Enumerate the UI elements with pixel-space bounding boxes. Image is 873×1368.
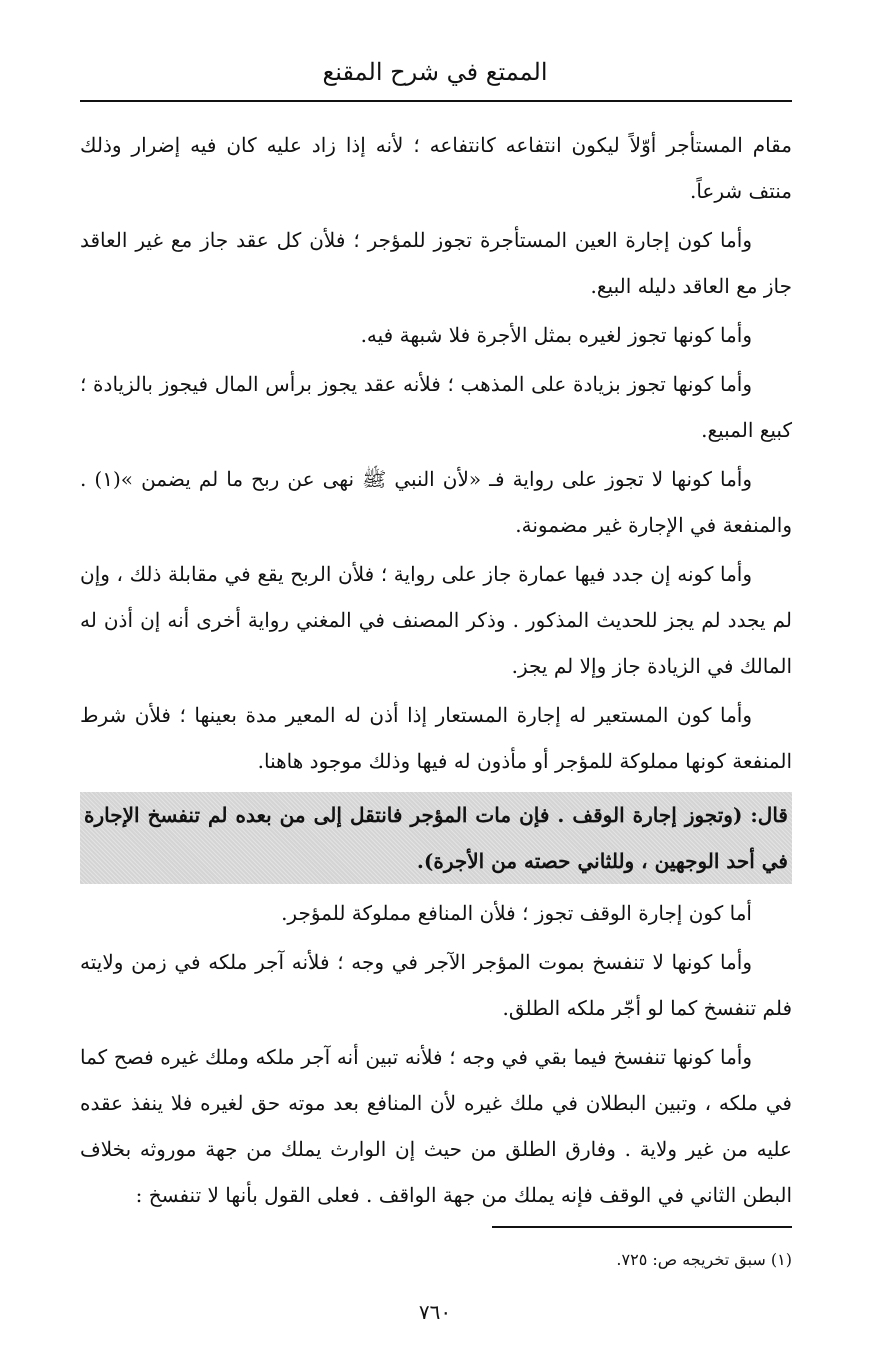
footnote: (١) سبق تخريجه ص: ٧٢٥. (616, 1250, 792, 1269)
page-number: ٧٦٠ (418, 1300, 452, 1324)
paragraph: وأما كونها تنفسخ فيما بقي في وجه ؛ فلأنه تبين أنه آجر ملكه وملك غيره فصح كما في ملكه ، وتبين البطلان في ملك غيره لأن المنافع بعد موته حق لغيره فلا ينفذ عقده عليه من غير ولاية . وفارق الطلق من حيث إن الوارث يملك من جهة موروثه بخلاف البطن الثاني في الوقف فإنه يملك من جهة الواقف . فعلى القول بأنها لا تنفسخ : (80, 1045, 792, 1207)
paragraph: وأما كون المستعير له إجارة المستعار إذا أذن له المعير مدة بعينها ؛ فلأن شرط المنفعة كونها مملوكة للمؤجر أو مأذون له فيها وذلك موجود هاهنا. (80, 703, 792, 773)
paragraph: وأما كونها تجوز بزيادة على المذهب ؛ فلأنه عقد يجوز برأس المال فيجوز بالزيادة ؛ كبيع المبيع. (80, 372, 792, 442)
header-rule (80, 100, 792, 102)
paragraph: وأما كون إجارة العين المستأجرة تجوز للمؤجر ؛ فلأن كل عقد جاز مع غير العاقد جاز مع العاقد دليله البيع. (80, 228, 792, 298)
footnote-rule (492, 1226, 792, 1228)
paragraph: أما كون إجارة الوقف تجوز ؛ فلأن المنافع مملوكة للمؤجر. (281, 901, 752, 925)
running-header: الممتع في شرح المقنع (322, 58, 548, 86)
body-text (80, 122, 792, 1221)
paragraph: وأما كونه إن جدد فيها عمارة جاز على رواية ؛ فلأن الربح يقع في مقابلة ذلك ، وإن لم يجدد لم يجز للحديث المذكور . وذكر المصنف في المغني رواية أخرى أنه إن أذن له المالك في الزيادة جاز وإلا لم يجز. (80, 562, 792, 678)
paragraph: وأما كونها لا تنفسخ بموت المؤجر الآجر في وجه ؛ فلأنه آجر ملكه في زمن ولايته فلم تنفسخ كما لو أجّر ملكه الطلق. (80, 950, 792, 1020)
paragraph: وأما كونها لا تجوز على رواية فـ «لأن النبي ﷺ نهى عن ربح ما لم يضمن »(١) . والمنفعة في الإجارة غير مضمونة. (80, 467, 792, 537)
matn-quote: قال: (وتجوز إجارة الوقف . فإن مات المؤجر فانتقل إلى من بعده لم تنفسخ الإجارة في أحد الوجهين ، وللثاني حصته من الأجرة). (80, 792, 792, 884)
paragraph: مقام المستأجر أوّلاً ليكون انتفاعه كانتفاعه ؛ لأنه إذا زاد عليه كان فيه إضرار وذلك منتف شرعاً. (80, 133, 792, 203)
paragraph: وأما كونها تجوز لغيره بمثل الأجرة فلا شبهة فيه. (360, 323, 752, 347)
